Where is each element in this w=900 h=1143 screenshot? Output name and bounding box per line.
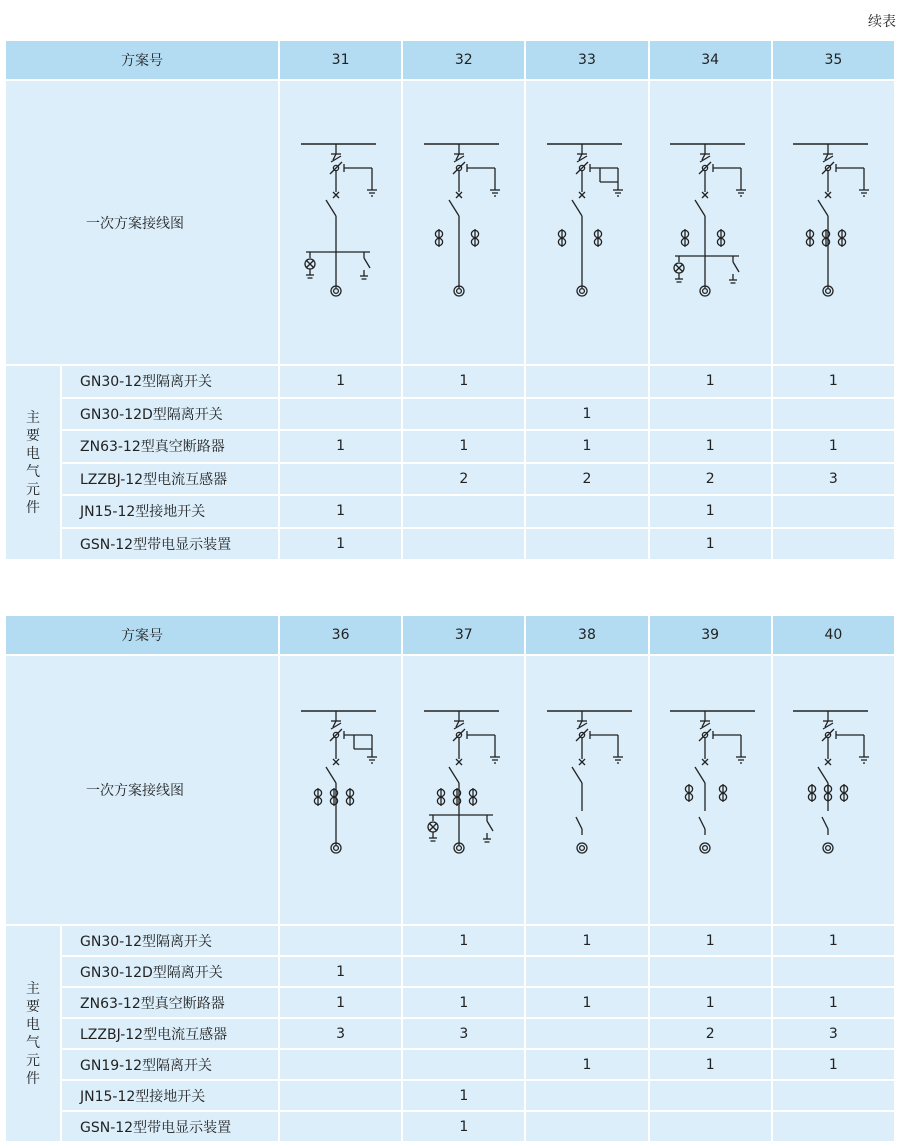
quantity-cell	[525, 495, 648, 528]
quantity-cell: 1	[279, 956, 402, 987]
continued-label: 续表	[868, 14, 896, 30]
component-row	[5, 1018, 895, 1049]
scheme-col-header: 38	[525, 615, 648, 655]
component-group-label	[5, 925, 61, 1142]
component-row	[5, 463, 895, 496]
quantity-cell	[772, 1080, 895, 1111]
quantity-cell: 1	[402, 1111, 525, 1142]
quantity-cell: 1	[649, 495, 772, 528]
quantity-cell: 1	[649, 987, 772, 1018]
diagram-cell	[772, 80, 895, 365]
component-group-text: 主要电气元件	[26, 409, 40, 516]
component-row	[5, 1111, 895, 1142]
component-group-label	[5, 365, 61, 560]
quantity-cell: 1	[525, 987, 648, 1018]
quantity-cell: 1	[402, 1080, 525, 1111]
component-name: GN19-12型隔离开关	[61, 1049, 279, 1080]
scheme-col-header: 40	[772, 615, 895, 655]
quantity-cell: 1	[279, 987, 402, 1018]
component-name: GN30-12型隔离开关	[61, 365, 279, 398]
quantity-cell: 2	[649, 1018, 772, 1049]
component-name: GSN-12型带电显示装置	[61, 1111, 279, 1142]
quantity-cell	[772, 1111, 895, 1142]
busbar-breaker-ct3-earth-indicator-diagram	[419, 705, 509, 875]
quantity-cell	[772, 956, 895, 987]
diagram-cell	[649, 80, 772, 365]
diagram-cell	[279, 80, 402, 365]
quantity-cell	[279, 925, 402, 956]
diagram-cell	[402, 80, 525, 365]
quantity-cell: 1	[402, 365, 525, 398]
quantity-cell: 1	[279, 528, 402, 561]
quantity-cell	[402, 1049, 525, 1080]
quantity-cell	[649, 398, 772, 431]
scheme-no-header: 方案号	[5, 40, 279, 80]
diagram-label: 一次方案接线图	[5, 80, 279, 365]
quantity-cell: 1	[402, 925, 525, 956]
diagram-cell	[772, 655, 895, 925]
component-row	[5, 1080, 895, 1111]
quantity-cell	[402, 495, 525, 528]
component-name: GSN-12型带电显示装置	[61, 528, 279, 561]
busbar-breaker-ct2-isolator-diagram	[665, 705, 755, 875]
scheme-col-header: 32	[402, 40, 525, 80]
quantity-cell: 1	[772, 430, 895, 463]
quantity-cell: 1	[649, 430, 772, 463]
quantity-cell	[772, 528, 895, 561]
diagram-cell	[649, 655, 772, 925]
component-name: GN30-12D型隔离开关	[61, 398, 279, 431]
quantity-cell: 1	[525, 430, 648, 463]
quantity-cell: 1	[772, 1049, 895, 1080]
quantity-cell	[525, 528, 648, 561]
diagram-cell	[402, 655, 525, 925]
component-row	[5, 495, 895, 528]
component-name: ZN63-12型真空断路器	[61, 987, 279, 1018]
busbar-breaker-isolator-diagram	[542, 705, 632, 875]
quantity-cell	[772, 495, 895, 528]
busbar-breaker-ct2-diagram	[419, 138, 509, 308]
scheme-col-header: 33	[525, 40, 648, 80]
component-name: GN30-12D型隔离开关	[61, 956, 279, 987]
quantity-cell	[525, 956, 648, 987]
busbar-breaker-ct3-isolator-diagram	[788, 705, 878, 875]
quantity-cell	[649, 1111, 772, 1142]
component-name: GN30-12型隔离开关	[61, 925, 279, 956]
scheme-col-header: 37	[402, 615, 525, 655]
scheme-col-header: 35	[772, 40, 895, 80]
diagram-row	[5, 655, 895, 925]
scheme-col-header: 34	[649, 40, 772, 80]
quantity-cell: 1	[772, 987, 895, 1018]
component-row	[5, 365, 895, 398]
quantity-cell	[402, 528, 525, 561]
quantity-cell: 3	[402, 1018, 525, 1049]
quantity-cell: 1	[279, 495, 402, 528]
quantity-cell	[402, 398, 525, 431]
scheme-col-header: 36	[279, 615, 402, 655]
quantity-cell: 1	[772, 925, 895, 956]
quantity-cell: 1	[649, 1049, 772, 1080]
component-row	[5, 1049, 895, 1080]
quantity-cell	[279, 1049, 402, 1080]
scheme-col-header: 31	[279, 40, 402, 80]
quantity-cell	[402, 956, 525, 987]
quantity-cell	[525, 1111, 648, 1142]
diagram-row	[5, 80, 895, 365]
quantity-cell: 1	[525, 925, 648, 956]
quantity-cell	[525, 1080, 648, 1111]
quantity-cell	[279, 398, 402, 431]
quantity-cell: 1	[279, 430, 402, 463]
component-group-text: 主要电气元件	[26, 980, 40, 1087]
scheme-col-header: 39	[649, 615, 772, 655]
busbar-breaker-d-ct2-diagram	[542, 138, 632, 308]
component-row	[5, 925, 895, 956]
quantity-cell: 1	[279, 365, 402, 398]
scheme-table-2	[4, 614, 896, 1143]
quantity-cell: 2	[525, 463, 648, 496]
component-row	[5, 398, 895, 431]
quantity-cell: 2	[649, 463, 772, 496]
component-name: JN15-12型接地开关	[61, 1080, 279, 1111]
component-row	[5, 987, 895, 1018]
component-row	[5, 956, 895, 987]
header-row	[5, 615, 895, 655]
quantity-cell: 3	[772, 1018, 895, 1049]
quantity-cell: 1	[649, 925, 772, 956]
diagram-cell	[525, 80, 648, 365]
quantity-cell: 1	[402, 987, 525, 1018]
scheme-table-1	[4, 39, 896, 561]
quantity-cell	[279, 1080, 402, 1111]
busbar-breaker-earth-indicator-diagram	[296, 138, 386, 308]
quantity-cell: 1	[772, 365, 895, 398]
diagram-cell	[279, 655, 402, 925]
quantity-cell	[649, 1080, 772, 1111]
quantity-cell: 3	[772, 463, 895, 496]
quantity-cell	[525, 365, 648, 398]
component-name: LZZBJ-12型电流互感器	[61, 463, 279, 496]
quantity-cell: 3	[279, 1018, 402, 1049]
quantity-cell: 1	[649, 528, 772, 561]
quantity-cell	[279, 1111, 402, 1142]
component-name: ZN63-12型真空断路器	[61, 430, 279, 463]
diagram-cell	[525, 655, 648, 925]
busbar-breaker-ct2-earth-indicator-diagram	[665, 138, 755, 308]
header-row	[5, 40, 895, 80]
quantity-cell: 1	[649, 365, 772, 398]
quantity-cell: 1	[525, 398, 648, 431]
quantity-cell	[279, 463, 402, 496]
busbar-breaker-ct3-diagram	[788, 138, 878, 308]
component-name: LZZBJ-12型电流互感器	[61, 1018, 279, 1049]
quantity-cell: 1	[402, 430, 525, 463]
component-row	[5, 528, 895, 561]
quantity-cell	[525, 1018, 648, 1049]
quantity-cell	[772, 398, 895, 431]
quantity-cell: 2	[402, 463, 525, 496]
component-row	[5, 430, 895, 463]
busbar-breaker-d-ct3-diagram	[296, 705, 386, 875]
quantity-cell: 1	[525, 1049, 648, 1080]
diagram-label: 一次方案接线图	[5, 655, 279, 925]
component-name: JN15-12型接地开关	[61, 495, 279, 528]
quantity-cell	[649, 956, 772, 987]
scheme-no-header: 方案号	[5, 615, 279, 655]
